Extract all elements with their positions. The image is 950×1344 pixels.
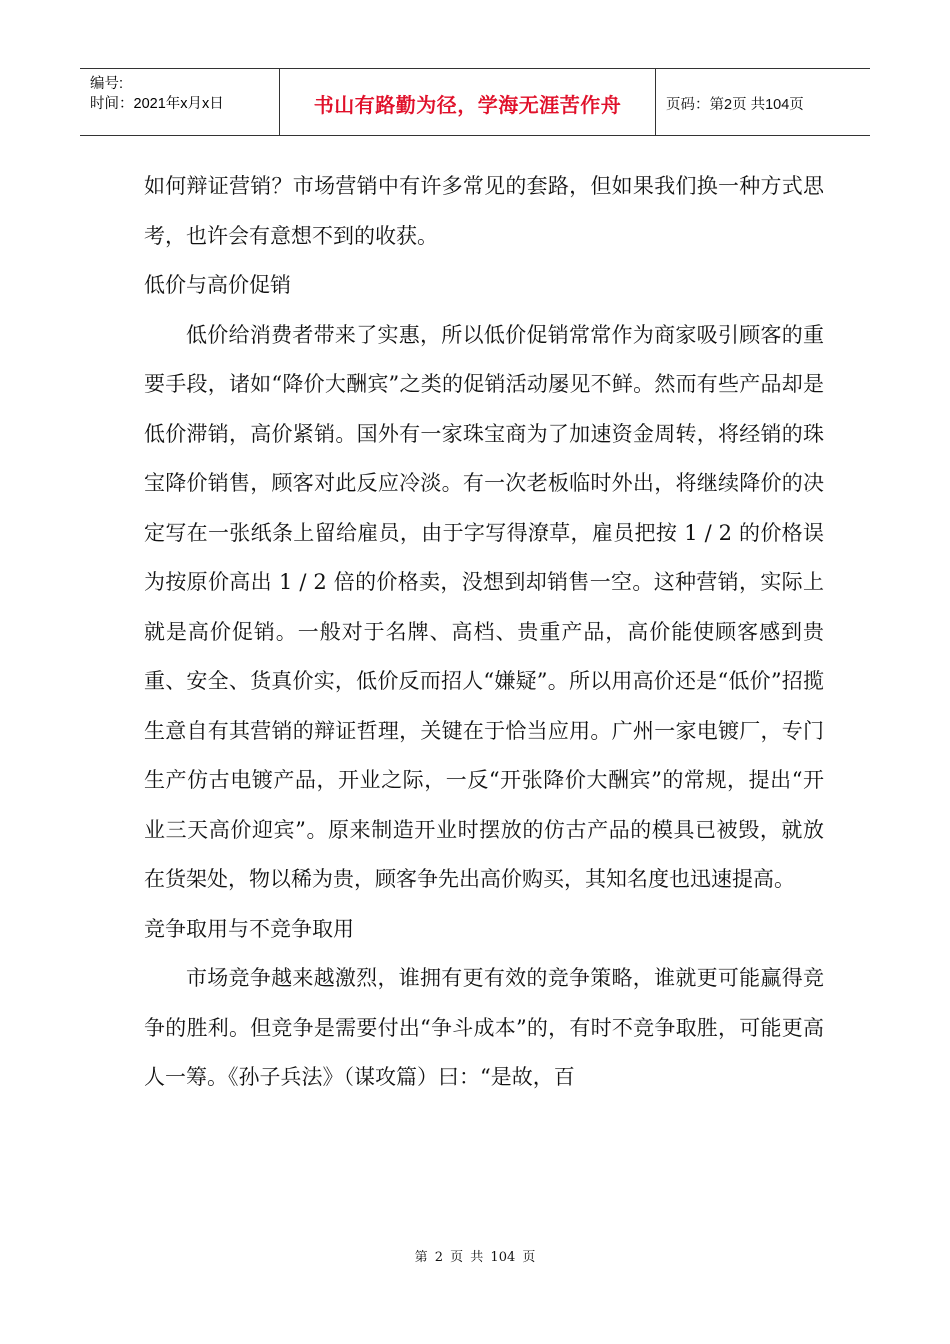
header-page-cell — [656, 69, 870, 135]
page-info: 页码：第2页 共104页 — [666, 96, 804, 113]
code-label: 编号: — [90, 76, 124, 92]
document-header — [80, 68, 870, 136]
section-heading-competition: 竞争取用与不竞争取用 — [144, 916, 354, 941]
time-label: 时间：2021年x月x日 — [90, 96, 224, 112]
section-paragraph-price: 低价给消费者带来了实惠，所以低价促销常常作为商家吸引顾客的重要手段，诸如“降价大酬宾”之类的促销活动屡见不鲜。然而有些产品却是低价滞销，高价紧销。国外有一家珠宝商为了加速资金周转，将经销的珠宝降价销售，顾客对此反应冷淡。有一次老板临时外出，将继续降价的决定写在一张纸条上留给雇员，由于字写得潦草，雇员把按 1 / 2 的价格误为按原价高出 1 / 2 倍的价格卖，没想到却销售一空。这种营销，实际上就是高价促销。一般对于名牌、高档、贵重产品，高价能使顾客感到贵重、安全、货真价实，低价反而招人“嫌疑”。所以用高价还是“低价”招揽生意自有其营销的辩证哲理，关键在于恰当应用。广州一家电镀厂，专门生产仿古电镀产品，开业之际，一反“开张降价大酬宾”的常规，提出“开业三天高价迎宾”。原来制造开业时摆放的仿古产品的模具已被毁，就放在货架处，物以稀为贵，顾客争先出高价购买，其知名度也迅速提高。 — [144, 322, 824, 891]
header-motto-cell — [280, 69, 656, 135]
header-meta-cell — [80, 69, 280, 135]
section-heading-price: 低价与高价促销 — [144, 273, 291, 297]
section-paragraph-competition: 市场竞争越来越激烈，谁拥有更有效的竞争策略，谁就更可能赢得竞争的胜利。但竞争是需要付出“争斗成本”的，有时不竞争取胜，可能更高人一筹。《孙子兵法》（谋攻篇）曰：“是故，百 — [144, 966, 824, 1089]
page-footer: 第 2 页 共 104 页 — [414, 1250, 536, 1265]
intro-paragraph: 如何辩证营销？市场营销中有许多常见的套路，但如果我们换一种方式思考，也许会有意想不到的收获。 — [144, 174, 824, 248]
document-body — [144, 162, 824, 1103]
motto-text: 书山有路勤为径，学海无涯苦作舟 — [313, 92, 622, 117]
